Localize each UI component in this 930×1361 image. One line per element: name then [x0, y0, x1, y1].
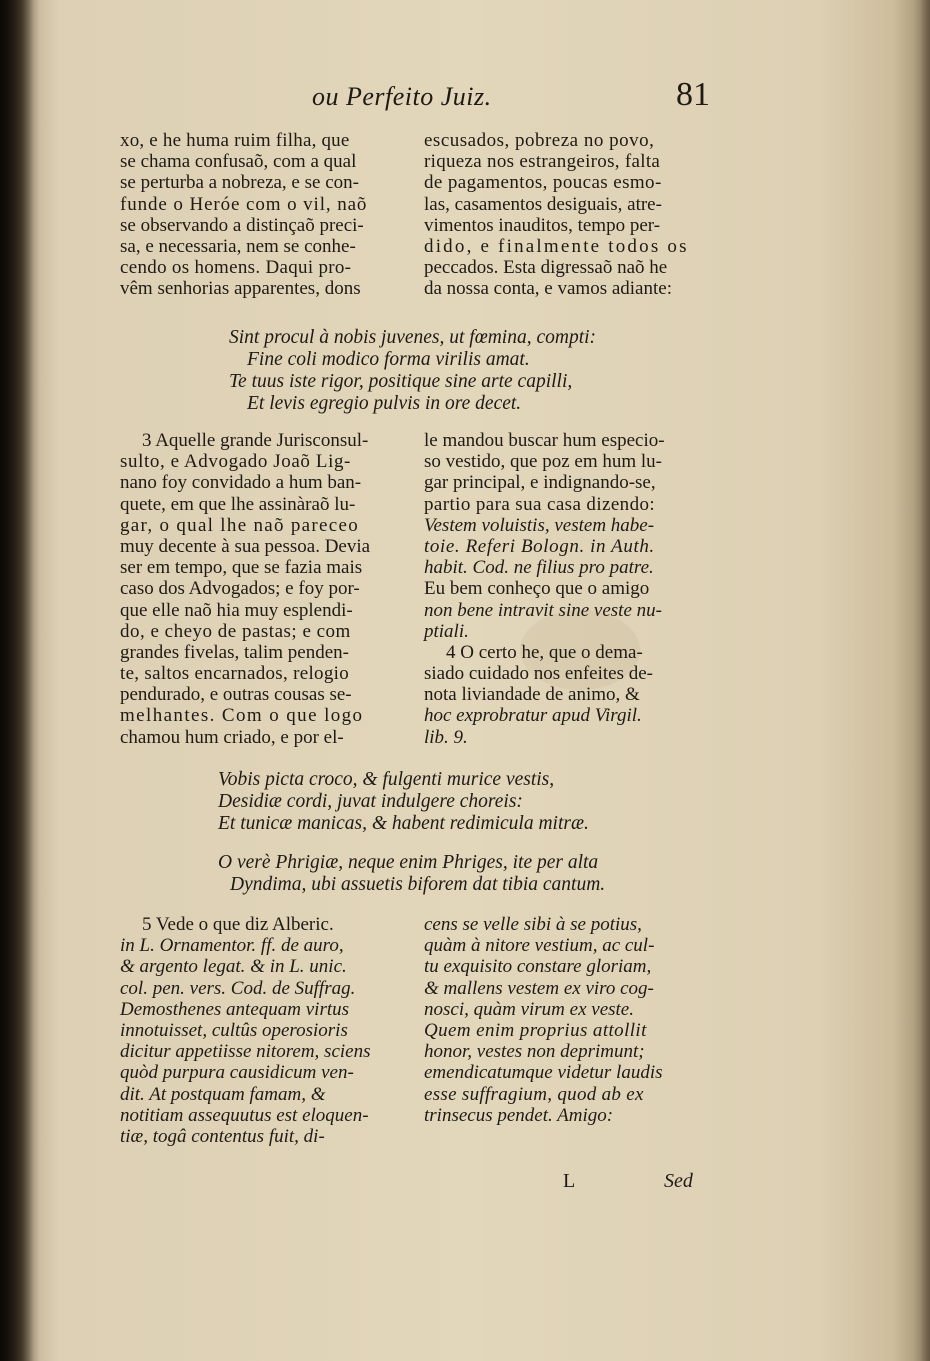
block2-right-column: [424, 430, 714, 748]
block2-left-column: [120, 430, 410, 748]
text-line: quete, em que lhe assinàraõ lu-: [120, 493, 356, 515]
text-line: honor, vestes non deprimunt;: [424, 1041, 645, 1063]
text-line: se chama confusaõ, com a qual: [120, 151, 357, 173]
text-line: dicitur appetiisse nitorem, sciens: [120, 1041, 371, 1063]
text-line: cendo os homens. Daqui pro-: [120, 257, 352, 279]
verse-line: Desidiæ cordi, juvat indulgere choreis:: [218, 791, 523, 812]
text-line: 4 O certo he, que o dema-: [446, 641, 643, 663]
text-line: tiæ, togâ contentus fuit, di-: [120, 1125, 325, 1147]
text-line: quàm à nitore vestium, ac cul-: [424, 935, 655, 957]
text-line: vêm senhorias apparentes, dons: [120, 278, 361, 300]
page-edge: [914, 0, 930, 1361]
verse-quotation-1: [229, 327, 709, 415]
text-line: da nossa conta, e vamos adiante:: [424, 278, 672, 300]
text-line: caso dos Advogados; e foy por-: [120, 578, 360, 600]
block3-left-column: [120, 914, 410, 1147]
text-line: emendicatumque videtur laudis: [424, 1062, 663, 1084]
page-number: 81: [676, 76, 710, 113]
text-line: & mallens vestem ex viro cog-: [424, 977, 654, 999]
text-line: lib. 9.: [424, 726, 468, 748]
text-line: Vestem voluistis, vestem habe-: [424, 514, 655, 536]
text-line: vimentos inauditos, tempo per-: [424, 214, 661, 236]
text-line: que elle naõ hia muy esplendi-: [120, 599, 353, 621]
text-line: ptiali.: [424, 620, 469, 642]
catchword: Sed: [664, 1170, 693, 1192]
text-line: cens se velle sibi à se potius,: [424, 914, 642, 935]
text-line: so vestido, que poz em hum lu-: [424, 451, 662, 473]
text-line: esse suffragium, quod ab ex: [424, 1083, 644, 1105]
text-line: Quem enim proprius attollit: [424, 1019, 647, 1041]
verse-line: Vobis picta croco, & fulgenti murice vestis,: [218, 769, 555, 790]
text-line: 5 Vede o que diz Alberic.: [142, 914, 334, 935]
text-line: gar principal, e indignando-se,: [424, 472, 656, 494]
text-line: hoc exprobratur apud Virgil.: [424, 705, 642, 727]
text-line: tu exquisito constare gloriam,: [424, 956, 652, 978]
verse-line: O verè Phrigiæ, neque enim Phriges, ite per alta: [218, 852, 599, 873]
text-line: nano foy convidado a hum ban-: [120, 472, 362, 494]
running-title: ou Perfeito Juiz.: [312, 82, 492, 111]
text-line: partio para sua casa dizendo:: [424, 493, 656, 515]
verse-line: Sint procul à nobis juvenes, ut fœmina, compti:: [229, 327, 597, 348]
text-line: siado cuidado nos enfeites de-: [424, 663, 653, 685]
text-line: toie. Referi Bologn. in Auth.: [424, 535, 655, 557]
text-line: chamou hum criado, e por el-: [120, 726, 344, 748]
text-line: grandes fivelas, talim penden-: [120, 641, 349, 663]
text-line: & argento legat. & in L. unic.: [120, 956, 347, 978]
text-line: le mandou buscar hum especio-: [424, 430, 665, 451]
text-line: non bene intravit sine veste nu-: [424, 599, 662, 621]
verse-line: Et tunicæ manicas, & habent redimicula mitræ.: [218, 813, 589, 834]
text-line: ser em tempo, que se fazia mais: [120, 557, 363, 579]
signature-mark: L: [563, 1170, 576, 1192]
text-line: de pagamentos, poucas esmo-: [424, 172, 662, 194]
text-line: muy decente à sua pessoa. Devia: [120, 535, 371, 557]
verse-line: Te tuus iste rigor, positique sine arte capilli,: [229, 371, 573, 392]
verse-line: Fine coli modico forma virilis amat.: [247, 349, 530, 370]
text-line: las, casamentos desiguais, atre-: [424, 193, 662, 215]
text-line: escusados, pobreza no povo,: [424, 130, 655, 151]
block1-right-column: [424, 130, 714, 300]
text-line: se observando a distinçaõ preci-: [120, 214, 364, 236]
text-line: sa, e necessaria, nem se conhe-: [120, 235, 356, 257]
text-line: funde o Heróe com o vil, naõ: [120, 193, 368, 215]
text-line: dit. At postquam famam, &: [120, 1083, 326, 1105]
text-line: pendurado, e outras cousas se-: [120, 684, 352, 706]
verse-quotation-2: [218, 769, 708, 835]
text-line: col. pen. vers. Cod. de Suffrag.: [120, 977, 356, 999]
text-line: melhantes. Com o que logo: [120, 705, 364, 727]
text-line: Demosthenes antequam virtus: [120, 998, 350, 1020]
running-head: [0, 76, 930, 122]
text-line: se perturba a nobreza, e se con-: [120, 172, 359, 194]
text-line: dido, e finalmente todos os: [424, 235, 689, 257]
text-line: gar, o qual lhe naõ pareceo: [120, 514, 360, 536]
text-line: riqueza nos estrangeiros, falta: [424, 151, 661, 173]
text-line: innotuisset, cultûs operosioris: [120, 1019, 348, 1041]
text-line: sulto, e Advogado Joaõ Lig-: [120, 451, 351, 473]
text-line: peccados. Esta digressaõ naõ he: [424, 257, 668, 279]
block3-right-column: [424, 914, 714, 1126]
gutter-shadow: [0, 0, 40, 1361]
text-line: do, e cheyo de pastas; e com: [120, 620, 351, 642]
text-line: trinsecus pendet. Amigo:: [424, 1104, 614, 1126]
text-line: notitiam assequutus est eloquen-: [120, 1104, 369, 1126]
text-line: Eu bem conheço que o amigo: [424, 578, 650, 600]
block1-left-column: [120, 130, 410, 300]
text-line: nota liviandade de animo, &: [424, 684, 640, 706]
verse-line: Dyndima, ubi assuetis biforem dat tibia cantum.: [230, 874, 606, 895]
text-line: 3 Aquelle grande Jurisconsul-: [142, 430, 369, 451]
text-line: xo, e he huma ruim filha, que: [120, 130, 350, 151]
text-line: te, saltos encarnados, relogio: [120, 663, 350, 685]
text-line: in L. Ornamentor. ff. de auro,: [120, 935, 344, 957]
verse-line: Et levis egregio pulvis in ore decet.: [247, 393, 522, 414]
verse-quotation-3: [218, 852, 708, 896]
text-line: habit. Cod. ne filius pro patre.: [424, 557, 654, 579]
text-line: quòd purpura causidicum ven-: [120, 1062, 354, 1084]
text-line: nosci, quàm virum ex veste.: [424, 998, 634, 1020]
